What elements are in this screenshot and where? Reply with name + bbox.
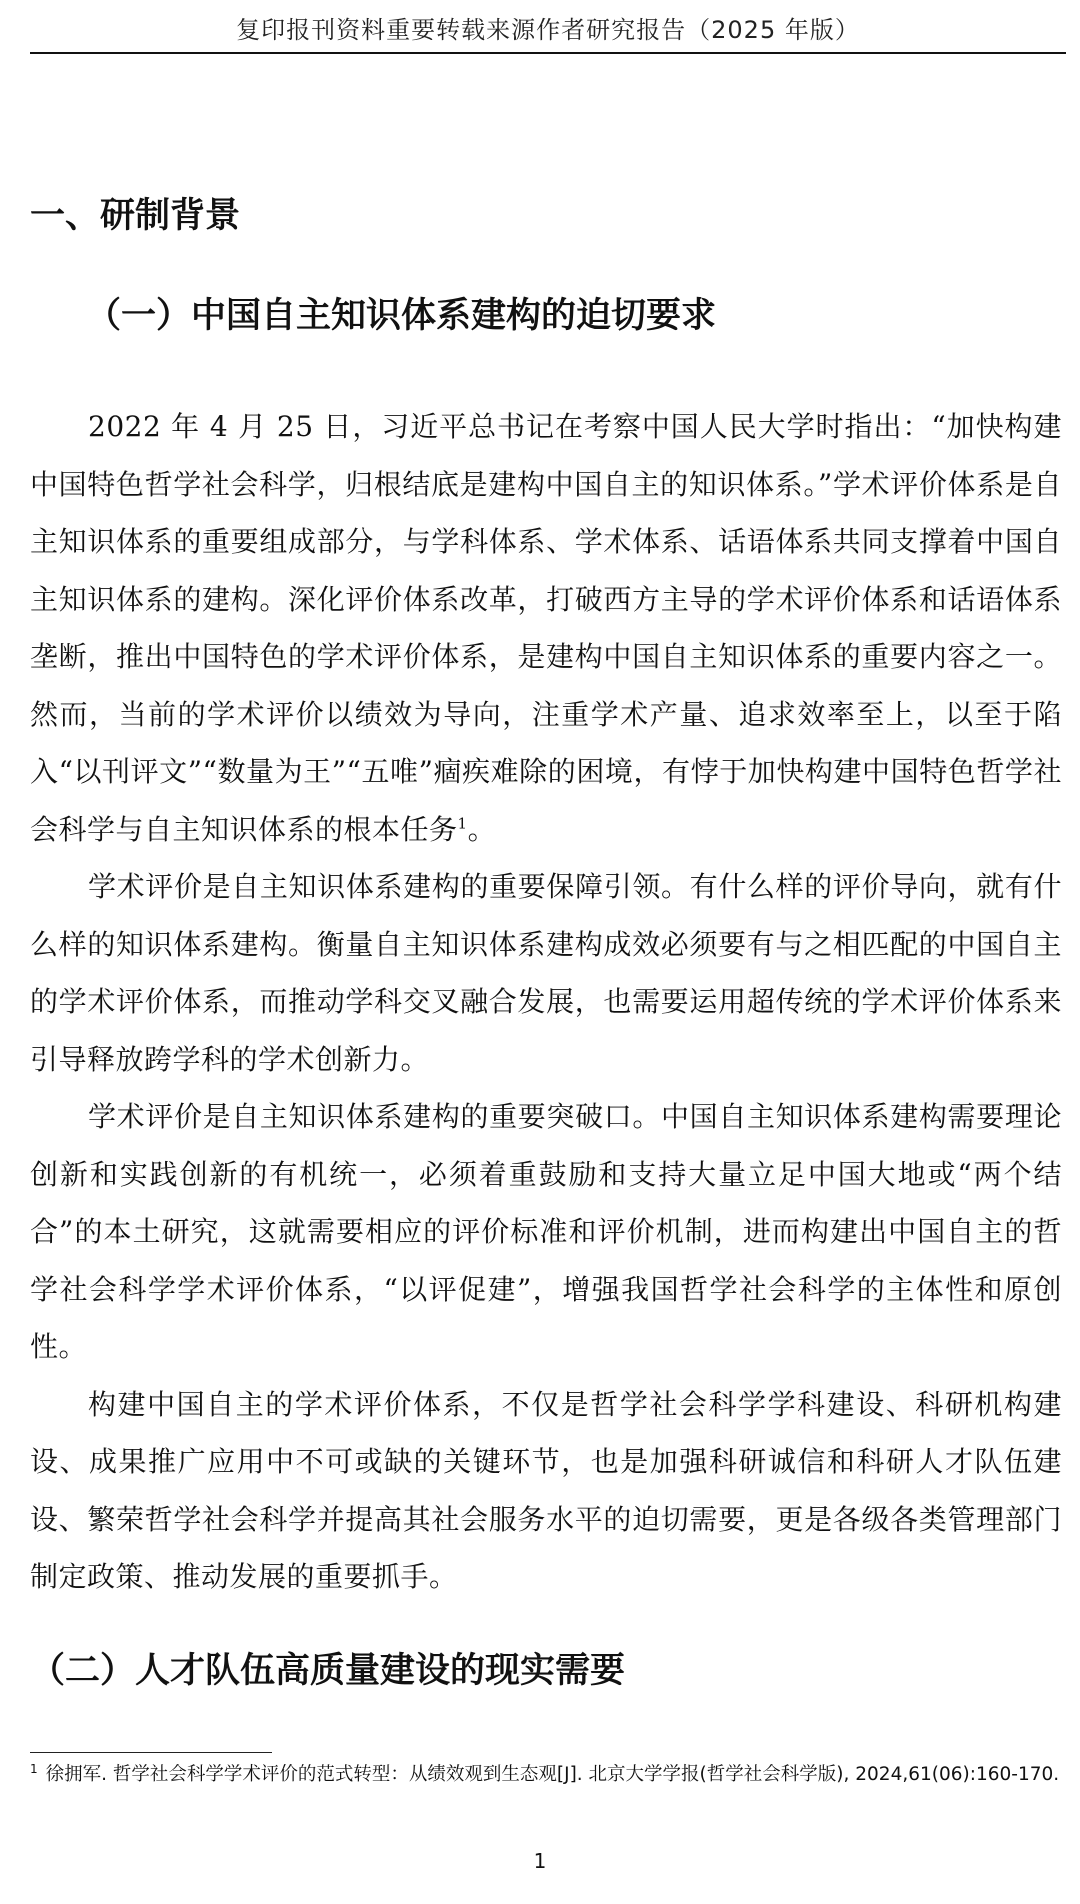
paragraph-3: 学术评价是自主知识体系建构的重要突破口。中国自主知识体系建构需要理论创新和实践创新的有机统一，必须着重鼓励和支持大量立足中国大地或“两个结合”的本土研究，这就需要相应的评价标准和评价机制，进而构建出中国自主的哲学社会科学学术评价体系，“以评促建”，增强我国哲学社会科学的主体性和原创性。 (30, 1100, 1062, 1363)
subsection-heading-2: （二）人才队伍高质量建设的现实需要 (30, 1651, 626, 1691)
subsection-heading-1: （一）中国自主知识体系建构的迫切要求 (86, 296, 717, 336)
footnote-text: 徐拥军. 哲学社会科学学术评价的范式转型：从绩效观到生态观[J]. 北京大学学报(哲学社会科学版), 2024,61(06):160-170. (45, 1764, 1060, 1785)
paragraph-2: 学术评价是自主知识体系建构的重要保障引领。有什么样的评价导向，就有什么样的知识体系建构。衡量自主知识体系建构成效必须要有与之相匹配的中国自主的学术评价体系，而推动学科交叉融合发展，也需要运用超传统的学术评价体系来引导释放跨学科的学术创新力。 (30, 870, 1062, 1076)
paragraph-1 (30, 398, 1062, 858)
footnote-number: 1 (30, 1761, 38, 1776)
page-number: 1 (533, 1849, 547, 1873)
section-heading: 一、研制背景 (30, 196, 241, 236)
paragraph-1-text: 2022 年 4 月 25 日，习近平总书记在考察中国人民大学时指出：“加快构建中国特色哲学社会科学，归根结底是建构中国自主的知识体系。”学术评价体系是自主知识体系的重要组成部分，与学科体系、学术体系、话语体系共同支撑着中国自主知识体系的建构。深化评价体系改革，打破西方主导的学术评价体系和话语体系垄断，推出中国特色的学术评价体系，是建构中国自主知识体系的重要内容之一。然而，当前的学术评价以绩效为导向，注重学术产量、追求效率至上，以至于陷入“以刊评文”“数量为王”“五唯”痼疾难除的困境，有悖于加快构建中国特色哲学社会科学与自主知识体系的根本任务 (30, 410, 1062, 846)
footnote-rule (30, 1752, 272, 1753)
paragraph-1-end: 。 (467, 812, 497, 846)
paragraph-4: 构建中国自主的学术评价体系，不仅是哲学社会科学学科建设、科研机构建设、成果推广应用中不可或缺的关键环节，也是加强科研诚信和科研人才队伍建设、繁荣哲学社会科学并提高其社会服务水平的迫切需要，更是各级各类管理部门制定政策、推动发展的重要抓手。 (30, 1387, 1062, 1593)
footnote-ref-1[interactable]: 1 (457, 814, 468, 833)
footnote (30, 1760, 1066, 1790)
body-text (30, 398, 1062, 1606)
running-header: 复印报刊资料重要转载来源作者研究报告（2025 年版） (236, 16, 860, 44)
header-rule (30, 52, 1066, 54)
